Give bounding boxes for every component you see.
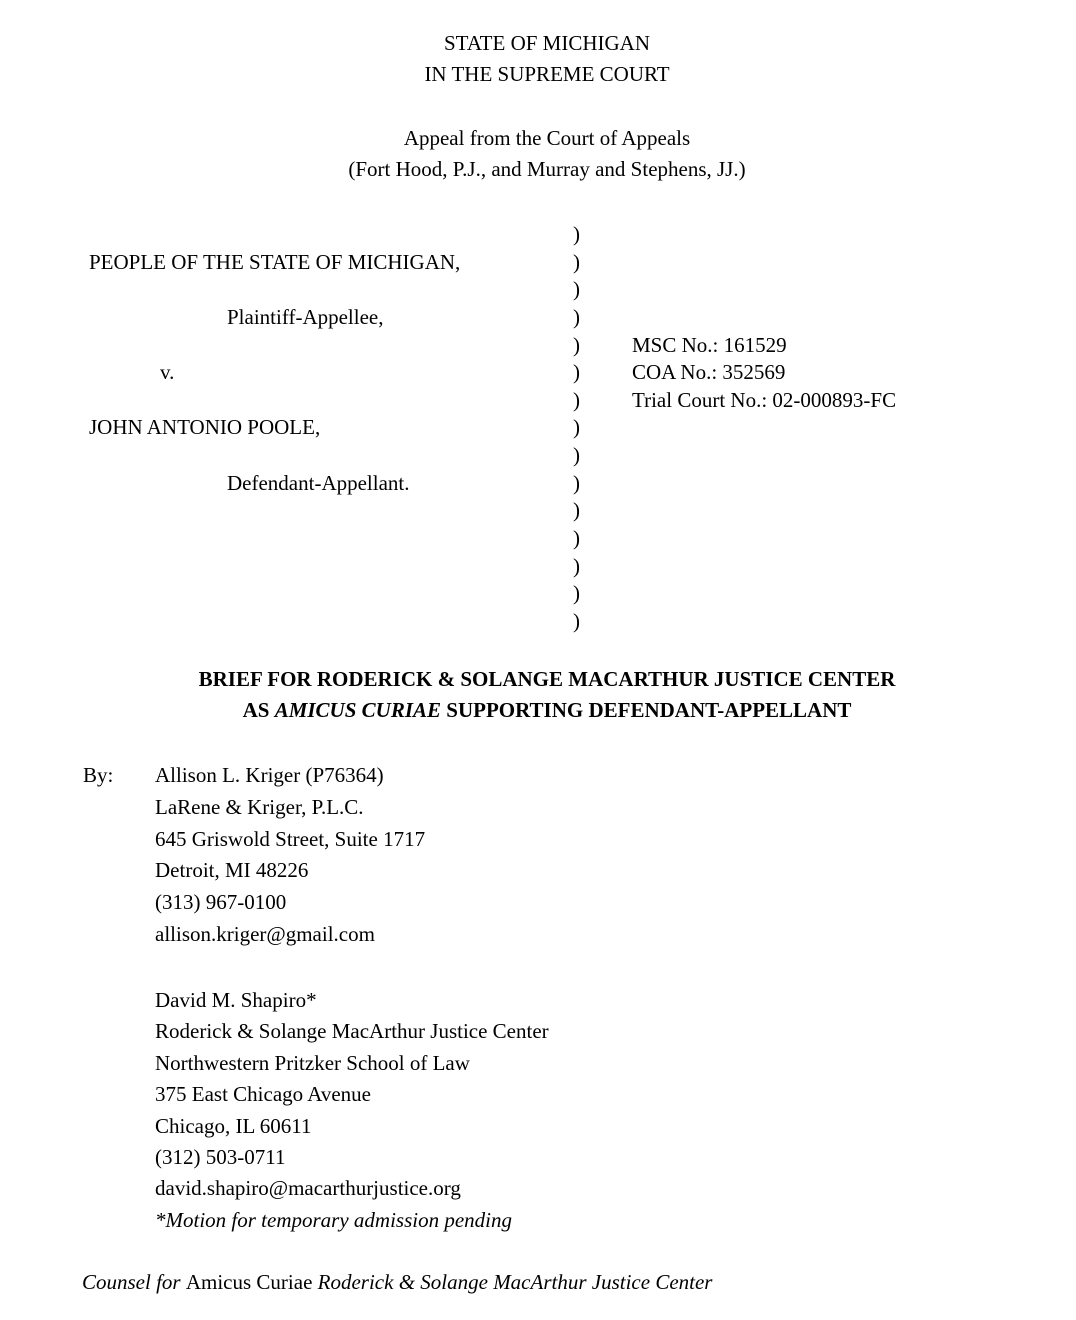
appeal-source-line: Appeal from the Court of Appeals — [403, 126, 691, 150]
attorney2-email: david.shapiro@macarthurjustice.org — [155, 1176, 461, 1201]
attorney2-street: 375 East Chicago Avenue — [155, 1082, 371, 1107]
caption-row — [0, 525, 1076, 553]
brief-title-line1: BRIEF FOR RODERICK & SOLANGE MACARTHUR JUSTICE CENTER — [198, 667, 896, 691]
caption-paren: ) — [573, 608, 580, 633]
caption-row — [0, 608, 1076, 636]
counsel-footer-org: Roderick & Solange MacArthur Justice Center — [317, 1270, 713, 1294]
caption-row — [0, 249, 1076, 277]
attorney2-phone: (312) 503-0711 — [155, 1145, 286, 1170]
case-number-coa: COA No.: 352569 — [632, 360, 786, 385]
caption-paren: ) — [573, 581, 580, 606]
brief-title-line2 — [18, 695, 1076, 726]
attorney1-name: Allison L. Kriger (P76364) — [155, 763, 384, 787]
caption-row — [0, 414, 1076, 442]
caption-paren: ) — [573, 360, 580, 385]
counsel-footer-amicus: Amicus Curiae — [185, 1270, 318, 1294]
party-name-plaintiff: PEOPLE OF THE STATE OF MICHIGAN, — [89, 249, 461, 274]
attorney1-firm: LaRene & Kriger, P.L.C. — [155, 794, 364, 819]
versus: v. — [160, 360, 175, 385]
caption-paren: ) — [573, 443, 580, 467]
caption-row — [0, 304, 1076, 332]
caption-row — [0, 497, 1076, 525]
case-number-trial: Trial Court No.: 02-000893-FC — [632, 387, 897, 412]
court-name-line: IN THE SUPREME COURT — [424, 62, 670, 86]
caption-paren: ) — [573, 222, 580, 246]
attorney2-city: Chicago, IL 60611 — [155, 1113, 312, 1138]
court-state-line: STATE OF MICHIGAN — [444, 31, 650, 55]
caption-paren: ) — [573, 304, 580, 329]
caption-row — [0, 470, 1076, 498]
caption-row — [0, 387, 1076, 415]
caption-paren: ) — [573, 415, 580, 440]
court-header — [18, 28, 1076, 90]
appeal-judges-line: (Fort Hood, P.J., and Murray and Stephens, JJ.) — [348, 157, 746, 181]
caption-paren: ) — [573, 249, 580, 274]
caption-row — [0, 332, 1076, 360]
attorney-block-kriger — [155, 760, 425, 951]
attorney2-name: David M. Shapiro* — [155, 988, 317, 1012]
caption-paren: ) — [573, 470, 580, 495]
party-name-defendant: JOHN ANTONIO POOLE, — [89, 415, 321, 440]
caption-row — [0, 221, 1076, 249]
attorney-block-shapiro — [155, 985, 549, 1236]
party-role-defendant: Defendant-Appellant. — [227, 470, 410, 495]
caption-row — [0, 580, 1076, 608]
appeal-header — [18, 123, 1076, 185]
attorney1-phone: (313) 967-0100 — [155, 890, 287, 915]
brief-title-line2-suffix: SUPPORTING DEFENDANT-APPELLANT — [441, 698, 852, 722]
attorney1-city: Detroit, MI 48226 — [155, 858, 309, 883]
caption-row — [0, 359, 1076, 387]
caption-paren: ) — [573, 277, 580, 302]
counsel-footer — [82, 1267, 712, 1298]
brief-title — [18, 664, 1076, 726]
attorney2-org: Roderick & Solange MacArthur Justice Center — [155, 1019, 549, 1044]
party-role-plaintiff: Plaintiff-Appellee, — [227, 304, 384, 329]
attorney2-school: Northwestern Pritzker School of Law — [155, 1050, 470, 1075]
caption-paren: ) — [573, 498, 580, 523]
caption-paren: ) — [573, 525, 580, 550]
brief-title-line2-amicus: AMICUS CURIAE — [274, 698, 442, 722]
caption-row — [0, 553, 1076, 581]
case-caption — [0, 221, 1076, 635]
attorney1-email: allison.kriger@gmail.com — [155, 921, 375, 946]
caption-paren: ) — [573, 332, 580, 357]
caption-paren: ) — [573, 553, 580, 578]
counsel-footer-prefix: Counsel for — [82, 1270, 186, 1294]
case-number-msc: MSC No.: 161529 — [632, 332, 787, 357]
by-label: By: — [83, 763, 114, 787]
caption-paren: ) — [573, 387, 580, 412]
admission-note: *Motion for temporary admission pending — [155, 1207, 512, 1232]
caption-row — [0, 442, 1076, 470]
brief-title-line2-prefix: AS — [242, 698, 275, 722]
attorney1-street: 645 Griswold Street, Suite 1717 — [155, 826, 426, 851]
caption-row — [0, 276, 1076, 304]
